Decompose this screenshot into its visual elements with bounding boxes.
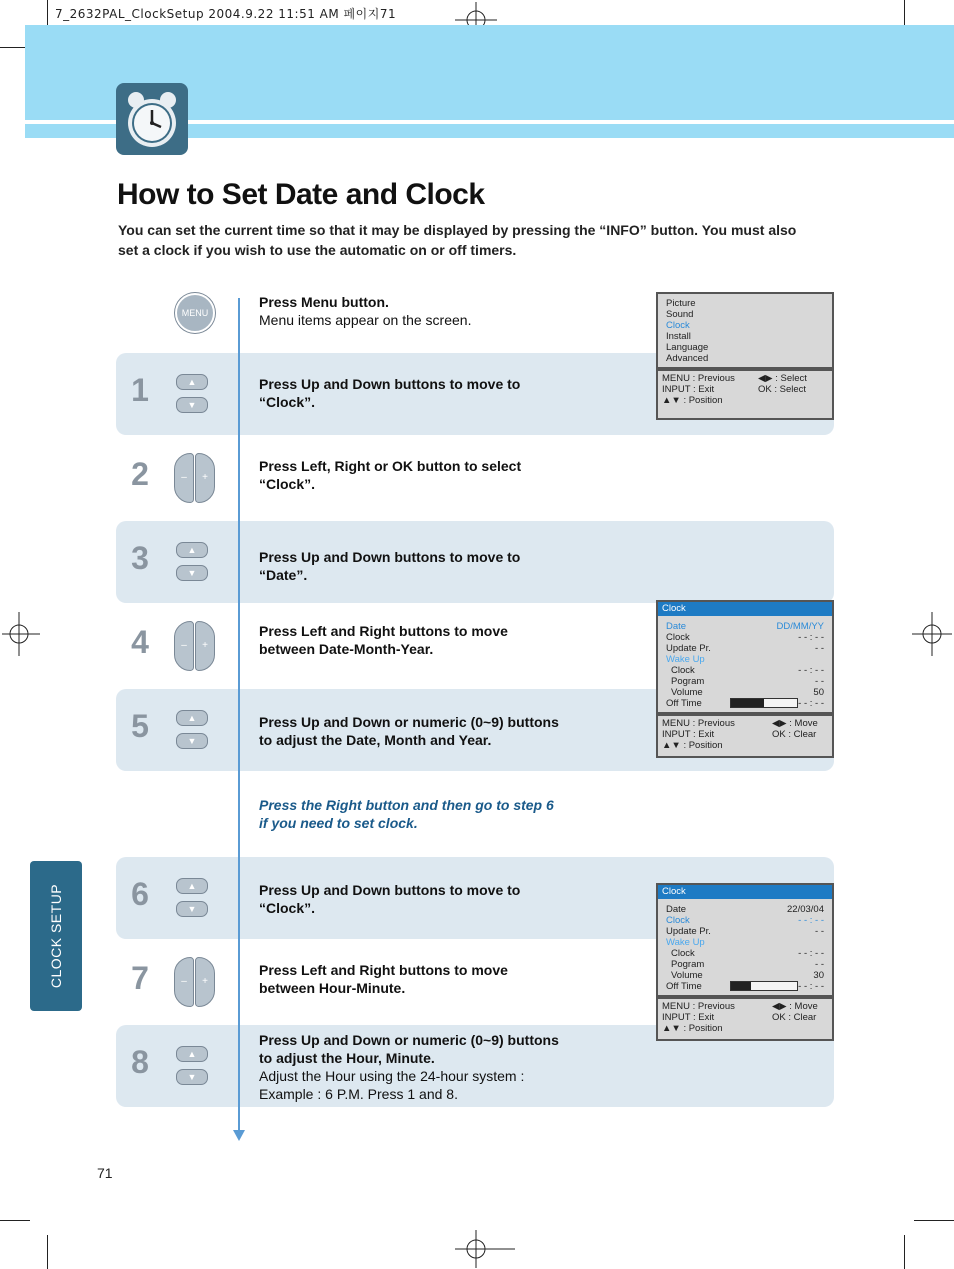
- osd-row-update: Update Pr. - -: [666, 643, 824, 654]
- osd-row-program: Pogram - -: [671, 959, 824, 970]
- osd-hint: OK : Clear: [772, 729, 817, 740]
- flow-line: [238, 298, 240, 1134]
- osd-row-clock: Clock - - : - -: [666, 632, 824, 643]
- osd-hint: MENU : Previous: [662, 718, 735, 729]
- crop-mark: [904, 1235, 905, 1269]
- step-0-instruction: [259, 293, 559, 329]
- osd-hint: INPUT : Exit: [662, 1012, 715, 1023]
- right-button-icon: +: [195, 621, 215, 671]
- up-arrow-icon: ▲: [176, 878, 208, 894]
- crop-mark: [914, 1220, 954, 1221]
- osd-hint: ◀▶ : Select: [758, 373, 807, 384]
- osd-row-volume: Volume 50: [658, 687, 832, 698]
- skip-note: [259, 796, 554, 832]
- up-down-buttons-icon: [170, 878, 214, 924]
- osd-hint: ▲▼ : Position: [662, 1023, 723, 1034]
- up-arrow-icon: ▲: [176, 1046, 208, 1062]
- registration-mark-icon: [2, 612, 40, 656]
- step-8-instruction: [259, 1031, 579, 1103]
- step-0-line2: Menu items appear on the screen.: [259, 312, 472, 328]
- down-arrow-icon: ▼: [176, 733, 208, 749]
- osd-row-volume: Volume 30: [658, 970, 832, 981]
- osd-hint: MENU : Previous: [662, 373, 735, 384]
- step-number: 4: [131, 624, 149, 660]
- crop-mark: [47, 1235, 48, 1269]
- page-title: How to Set Date and Clock: [117, 178, 485, 211]
- step-number: 3: [131, 540, 149, 576]
- left-button-icon: –: [174, 621, 194, 671]
- step-4-line2: between Date-Month-Year.: [259, 641, 434, 657]
- registration-mark-icon: [912, 612, 952, 656]
- flow-arrow-icon: [233, 1130, 245, 1141]
- step-6-line1: Press Up and Down buttons to move to: [259, 882, 521, 898]
- up-down-buttons-icon: [170, 1046, 214, 1092]
- menu-button-icon: [175, 293, 215, 333]
- osd-header: Clock: [658, 885, 832, 899]
- up-arrow-icon: ▲: [176, 542, 208, 558]
- step-5-line2: to adjust the Date, Month and Year.: [259, 732, 492, 748]
- osd-menu-item: Sound: [666, 309, 694, 320]
- osd-row-offtime: Off Time - - : - -: [666, 981, 824, 992]
- step-7-instruction: [259, 961, 559, 997]
- left-right-buttons-icon: [172, 957, 216, 1007]
- step-number: 7: [131, 960, 149, 996]
- down-arrow-icon: ▼: [176, 901, 208, 917]
- step-5-instruction: [259, 713, 579, 749]
- step-5-line1: Press Up and Down or numeric (0~9) buttons: [259, 714, 559, 730]
- up-down-buttons-icon: [170, 374, 214, 420]
- step-3-line2: “Date”.: [259, 567, 308, 583]
- osd-menu-item: Picture: [666, 298, 696, 309]
- step-3-instruction: [259, 548, 559, 584]
- intro-text: You can set the current time so that it may be displayed by pressing the “INFO” button. You must also set a clock if you wish to use the automatic on or off timers.: [118, 222, 797, 258]
- step-number: 6: [131, 876, 149, 912]
- step-4-line1: Press Left and Right buttons to move: [259, 623, 508, 639]
- osd-clock-time: [656, 883, 834, 1041]
- osd-row-wake-clock: Clock - - : - -: [671, 948, 824, 959]
- osd-menu-item: Language: [666, 342, 709, 353]
- crop-mark: [0, 1220, 30, 1221]
- page-number: 71: [97, 1165, 113, 1181]
- osd-hint: ▲▼ : Position: [662, 395, 723, 406]
- up-down-buttons-icon: [170, 542, 214, 588]
- osd-menu-item: Advanced: [666, 353, 709, 364]
- osd-row-wakeup: Wake Up: [666, 937, 705, 948]
- step-7-line2: between Hour-Minute.: [259, 980, 406, 996]
- step-2-line1: Press Left, Right or OK button to select: [259, 458, 522, 474]
- step-1-instruction: [259, 375, 559, 411]
- osd-row-update: Update Pr. - -: [666, 926, 824, 937]
- step-number: 1: [131, 372, 149, 408]
- section-tab-label: CLOCK SETUP: [48, 883, 64, 989]
- step-7-line1: Press Left and Right buttons to move: [259, 962, 508, 978]
- step-number: 2: [131, 456, 149, 492]
- left-button-icon: –: [174, 453, 194, 503]
- osd-menu-item: Install: [666, 331, 691, 342]
- osd-menu-item-selected: Clock: [666, 320, 690, 331]
- step-number: 8: [131, 1044, 149, 1080]
- step-8-line3: Adjust the Hour using the 24-hour system :: [259, 1068, 525, 1084]
- osd-row-date: Date DD/MM/YY: [666, 621, 824, 632]
- osd-hint: OK : Clear: [772, 1012, 817, 1023]
- osd-hint: ◀▶ : Move: [772, 1001, 818, 1012]
- osd-row-wake-clock: Clock - - : - -: [671, 665, 824, 676]
- right-button-icon: +: [195, 453, 215, 503]
- up-arrow-icon: ▲: [176, 710, 208, 726]
- step-2-instruction: [259, 457, 559, 493]
- left-right-buttons-icon: [172, 453, 216, 503]
- note-line1: Press the Right button and then go to step 6: [259, 797, 554, 813]
- step-6-line2: “Clock”.: [259, 900, 316, 916]
- print-header: 7_2632PAL_ClockSetup 2004.9.22 11:51 AM 페이지71: [55, 7, 397, 21]
- alarm-clock-icon: [116, 83, 188, 155]
- osd-footer: [658, 716, 832, 753]
- osd-hint: INPUT : Exit: [662, 384, 715, 395]
- step-8-line1: Press Up and Down or numeric (0~9) buttons: [259, 1032, 559, 1048]
- down-arrow-icon: ▼: [176, 565, 208, 581]
- step-4-instruction: [259, 622, 559, 658]
- step-8-line2: to adjust the Hour, Minute.: [259, 1050, 435, 1066]
- menu-button-label: MENU: [181, 308, 209, 318]
- down-arrow-icon: ▼: [176, 1069, 208, 1085]
- osd-hint: MENU : Previous: [662, 1001, 735, 1012]
- step-3-line1: Press Up and Down buttons to move to: [259, 549, 521, 565]
- step-0-line1: Press Menu button.: [259, 294, 389, 310]
- step-2-line2: “Clock”.: [259, 476, 316, 492]
- step-8-line4: Example : 6 P.M. Press 1 and 8.: [259, 1086, 458, 1102]
- osd-row-offtime: Off Time - - : - -: [666, 698, 824, 709]
- note-line2: if you need to set clock.: [259, 815, 418, 831]
- osd-hint: ◀▶ : Move: [772, 718, 818, 729]
- registration-mark-icon: [455, 1230, 515, 1268]
- up-down-buttons-icon: [170, 710, 214, 756]
- down-arrow-icon: ▼: [176, 397, 208, 413]
- right-button-icon: +: [195, 957, 215, 1007]
- section-tab: [30, 861, 82, 1011]
- left-right-buttons-icon: [172, 621, 216, 671]
- step-number: 5: [131, 708, 149, 744]
- osd-hint: INPUT : Exit: [662, 729, 715, 740]
- osd-footer: [658, 999, 832, 1036]
- osd-main-menu: [656, 292, 834, 420]
- up-arrow-icon: ▲: [176, 374, 208, 390]
- osd-hint: ▲▼ : Position: [662, 740, 723, 751]
- osd-row-date: Date 22/03/04: [666, 904, 824, 915]
- step-6-instruction: [259, 881, 559, 917]
- step-1-line1: Press Up and Down buttons to move to: [259, 376, 521, 392]
- osd-row-program: Pogram - -: [671, 676, 824, 687]
- osd-clock-date: [656, 600, 834, 758]
- osd-hint: OK : Select: [758, 384, 807, 395]
- osd-row-clock: Clock - - : - -: [666, 915, 824, 926]
- left-button-icon: –: [174, 957, 194, 1007]
- osd-row-wakeup: Wake Up: [666, 654, 705, 665]
- osd-footer: [658, 371, 832, 408]
- step-1-line2: “Clock”.: [259, 394, 316, 410]
- osd-header: Clock: [658, 602, 832, 616]
